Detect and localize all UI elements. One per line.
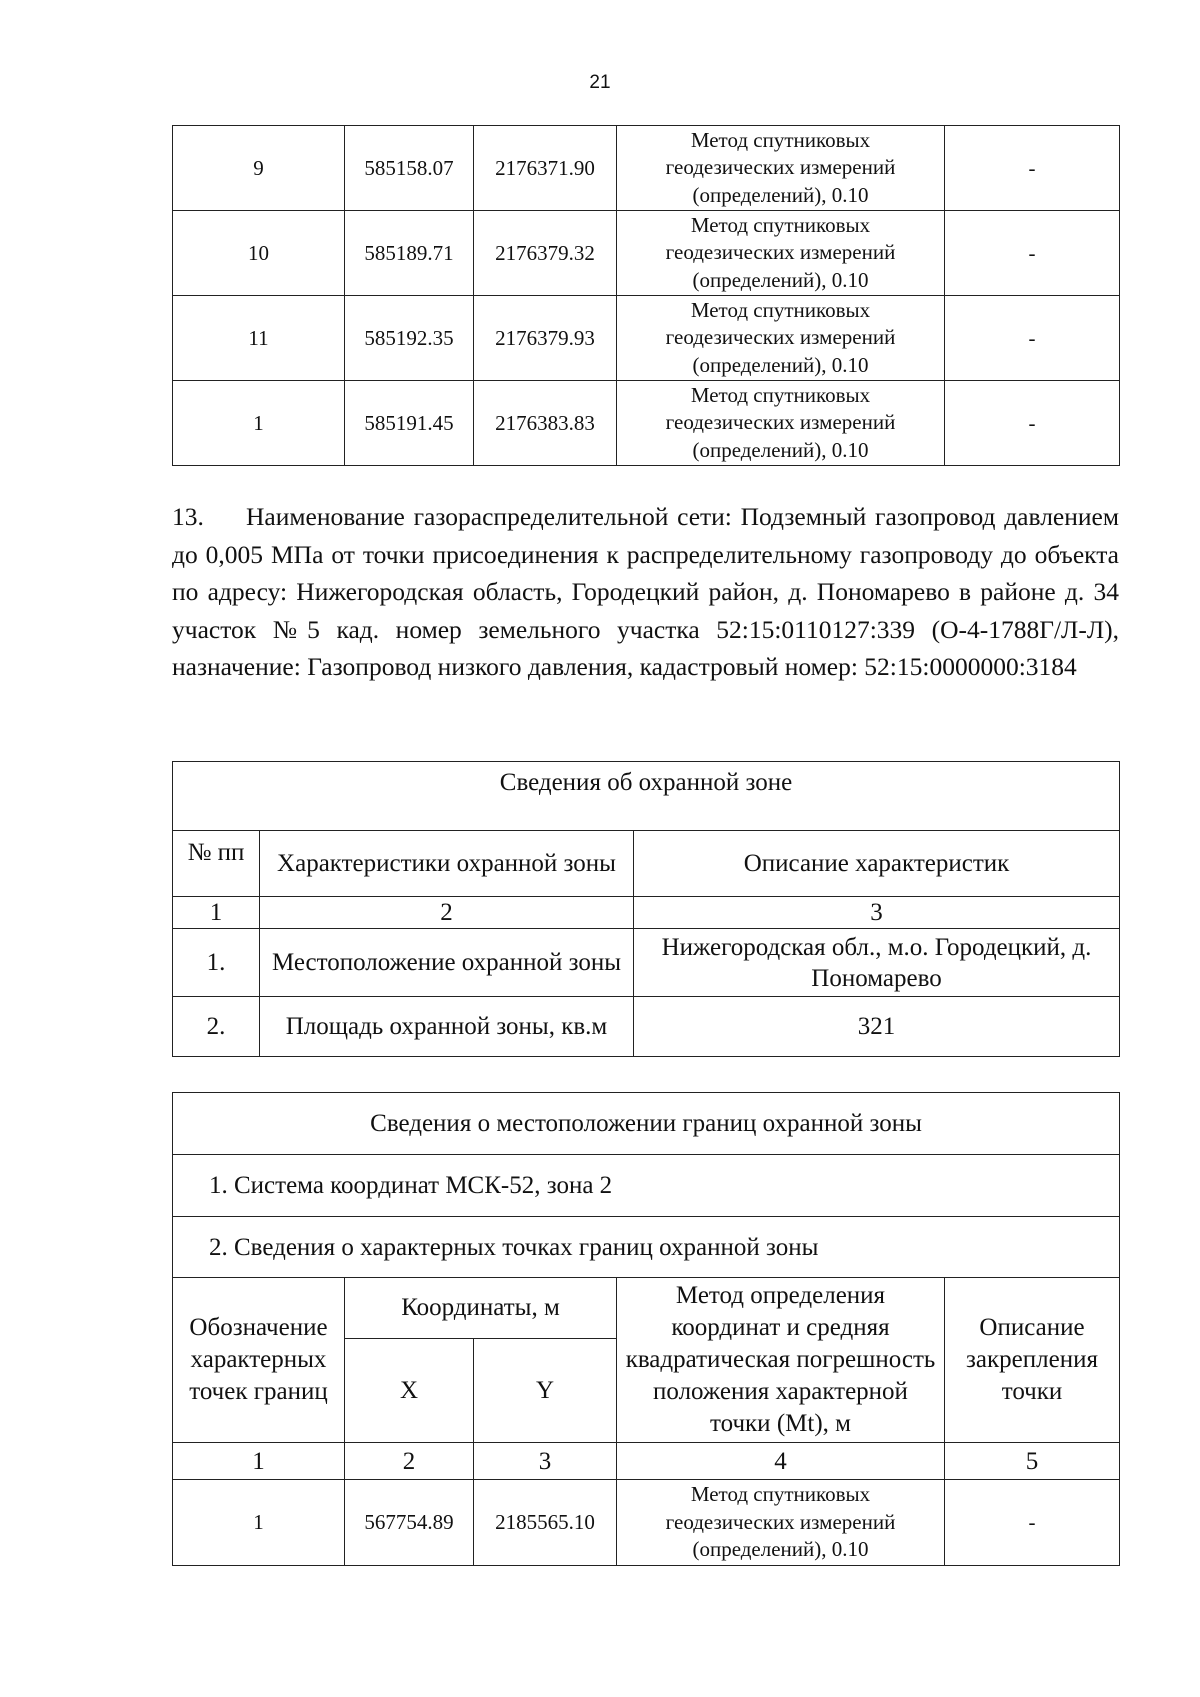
section-paragraph [172,498,1119,686]
boundary-title: Сведения о местоположении границ охранной зоны [173,1093,1120,1155]
header-y: Y [474,1339,617,1443]
table-row [173,211,1120,296]
fixing-cell: - [945,296,1120,381]
index-cell: 5 [945,1443,1120,1480]
zone-info-table [172,761,1120,1057]
section-number: 13. [172,502,204,531]
coord-y: 2185565.10 [474,1480,617,1566]
method-cell [617,126,945,211]
fixing-cell: - [945,1480,1120,1566]
method-line: Метод спутниковых [690,382,871,407]
row-num: 2. [173,997,260,1057]
method-line: Метод спутниковых [690,297,871,322]
table-row [173,997,1120,1057]
coord-y: 2176383.83 [474,381,617,466]
method-line: геодезических измерений [665,240,896,265]
fixing-cell: - [945,126,1120,211]
index-cell: 2 [260,897,634,929]
table-row [173,929,1120,997]
index-cell: 1 [173,1443,345,1480]
method-line: геодезических измерений [665,155,896,180]
coord-system: 1. Система координат МСК-52, зона 2 [173,1155,1120,1217]
table-row [173,296,1120,381]
table-row [173,1480,1120,1566]
page-number: 21 [589,72,611,93]
index-cell: 3 [474,1443,617,1480]
index-cell: 4 [617,1443,945,1480]
table-row [173,381,1120,466]
method-cell [617,296,945,381]
coord-x: 585192.35 [345,296,474,381]
table-row [173,1217,1120,1278]
row-characteristic: Местоположение охранной зоны [260,929,634,997]
method-cell [617,1480,945,1566]
table-row [173,831,1120,897]
coord-x: 585191.45 [345,381,474,466]
boundary-points-table [172,1092,1120,1566]
method-line: (определений), 0.10 [692,267,869,292]
index-cell: 1 [173,897,260,929]
section-text: Наименование газораспределительной сети: Подземный газопровод давлением до 0,005 МПа от точки присоединения к распределительному газопроводу до объекта по адресу: Нижегородская область, Городецкий район, д. Пономарево в районе д. 34 участок №5 кад. номер земельного участка 52:15:0110127:339 (О-4-1788Г/Л-Л), назначение: Газопровод низкого давления, кадастровый номер: 52:15:0000000:3184 [172,502,1119,681]
header-coords: Координаты, м [345,1278,617,1339]
fixing-cell: - [945,211,1120,296]
method-line: (определений), 0.10 [692,182,869,207]
point-id: 9 [173,126,345,211]
table-row [173,897,1120,929]
points-caption: 2. Сведения о характерных точках границ охранной зоны [173,1217,1120,1278]
method-line: геодезических измерений [665,410,896,435]
points-table-continuation [172,125,1120,466]
method-line: геодезических измерений [665,325,896,350]
method-line: (определений), 0.10 [692,1537,869,1562]
header-description: Описание характеристик [634,831,1120,897]
coord-x: 585189.71 [345,211,474,296]
coord-y: 2176379.93 [474,296,617,381]
point-id: 11 [173,296,345,381]
row-num: 1. [173,929,260,997]
row-description: 321 [634,997,1120,1057]
coord-x: 585158.07 [345,126,474,211]
zone-info-title: Сведения об охранной зоне [173,762,1120,831]
index-cell: 2 [345,1443,474,1480]
header-fixing: Описание закрепления точки [945,1278,1120,1443]
table-row [173,1093,1120,1155]
method-cell [617,211,945,296]
header-x: X [345,1339,474,1443]
row-characteristic: Площадь охранной зоны, кв.м [260,997,634,1057]
row-description: Нижегородская обл., м.о. Городецкий, д. Пономарево [634,929,1120,997]
method-line: Метод спутниковых [690,1482,871,1507]
method-line: (определений), 0.10 [692,437,869,462]
fixing-cell: - [945,381,1120,466]
table-row [173,1155,1120,1217]
point-id: 10 [173,211,345,296]
method-line: Метод спутниковых [690,212,871,237]
coord-x: 567754.89 [345,1480,474,1566]
method-cell [617,381,945,466]
coord-y: 2176379.32 [474,211,617,296]
point-id: 1 [173,1480,345,1566]
header-num: № пп [173,831,260,897]
table-row [173,1443,1120,1480]
point-id: 1 [173,381,345,466]
method-line: (определений), 0.10 [692,352,869,377]
header-method: Метод определения координат и средняя квадратическая погрешность положения характерной точки (Mt), м [617,1278,945,1443]
table-row [173,762,1120,831]
table-row [173,126,1120,211]
index-cell: 3 [634,897,1120,929]
method-line: геодезических измерений [665,1509,896,1534]
method-line: Метод спутниковых [690,127,871,152]
coord-y: 2176371.90 [474,126,617,211]
header-characteristic: Характеристики охранной зоны [260,831,634,897]
table-row [173,1278,1120,1339]
header-point: Обозначение характерных точек границ [173,1278,345,1443]
